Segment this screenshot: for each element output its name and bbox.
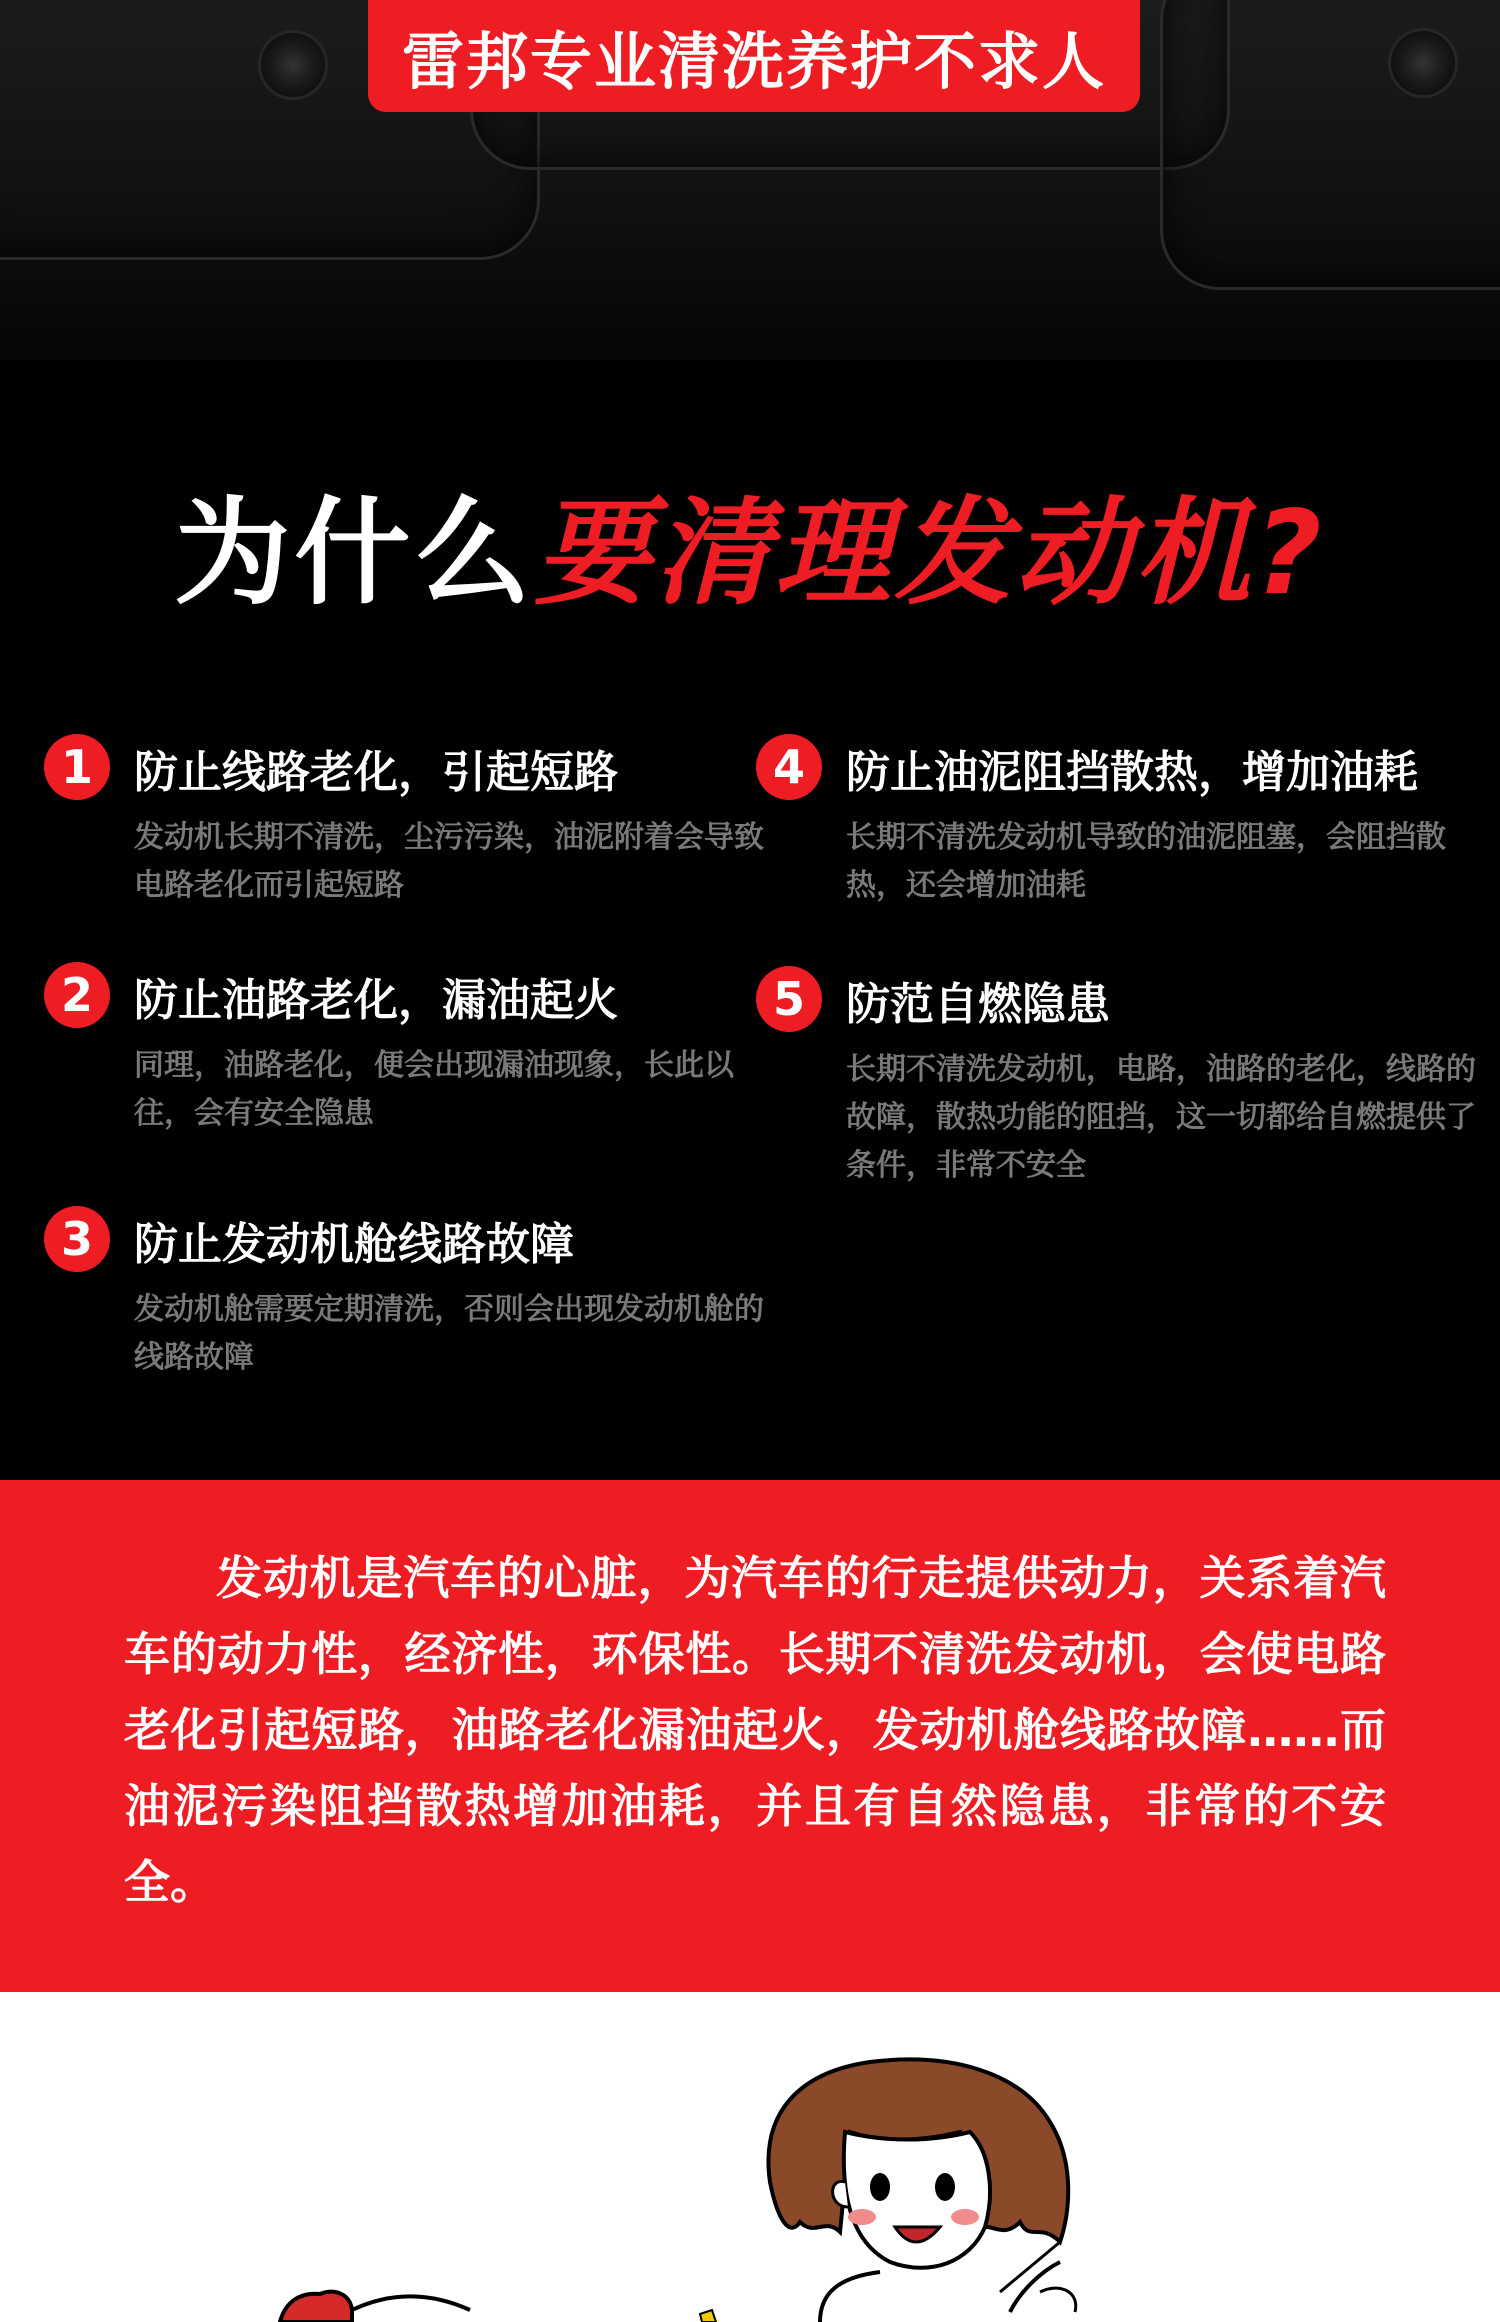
- reasons-section: [0, 360, 1500, 1480]
- reason-title: 防止油路老化，漏油起火: [134, 975, 618, 1026]
- reason-number-badge: 5: [756, 966, 822, 1032]
- reason-desc: 同理，油路老化，便会出现漏油现象，长此以往，会有安全隐患: [134, 1048, 734, 1131]
- reason-number-badge: 4: [756, 734, 822, 800]
- bolt-icon: [1388, 28, 1458, 98]
- reason-title: 防止油泥阻挡散热，增加油耗: [846, 747, 1418, 798]
- headline-red-part: 要清理发动机?: [534, 486, 1326, 621]
- brand-tag-text: 雷邦专业清洗养护不求人: [401, 24, 1106, 98]
- reason-number-badge: 1: [44, 734, 110, 800]
- reason-desc: 发动机长期不清洗，尘污污染，油泥附着会导致电路老化而引起短路: [134, 820, 764, 903]
- summary-block: [0, 1480, 1500, 1992]
- reason-number-badge: 3: [44, 1206, 110, 1272]
- reason-title: 防范自燃隐患: [846, 979, 1110, 1030]
- reason-desc: 发动机舱需要定期清洗，否则会出现发动机舱的线路故障: [134, 1292, 764, 1375]
- cartoon-illustration: [0, 1992, 1500, 2322]
- reason-title: 防止线路老化，引起短路: [134, 747, 618, 798]
- headline-white-part: 为什么: [174, 486, 535, 621]
- top-banner: [0, 0, 1500, 360]
- cartoon-girl-drawing: [0, 1992, 1500, 2322]
- brand-tag: [368, 0, 1140, 112]
- reason-number-badge: 2: [44, 962, 110, 1028]
- reason-title: 防止发动机舱线路故障: [134, 1219, 574, 1270]
- section-headline: [0, 460, 1500, 627]
- bolt-icon: [258, 30, 328, 100]
- summary-paragraph: 发动机是汽车的心脏，为汽车的行走提供动力，关系着汽车的动力性，经济性，环保性。长期不清洗发动机，会使电路老化引起短路，油路老化漏油起火，发动机舱线路故障……而油泥污染阻挡散热增加油耗，并且有自然隐患，非常的不安全。: [124, 1551, 1386, 1909]
- reason-desc: 长期不清洗发动机，电路，油路的老化，线路的故障，散热功能的阻挡，这一切都给自燃提供了条件，非常不安全: [846, 1052, 1476, 1183]
- reason-desc: 长期不清洗发动机导致的油泥阻塞，会阻挡散热，还会增加油耗: [846, 820, 1446, 903]
